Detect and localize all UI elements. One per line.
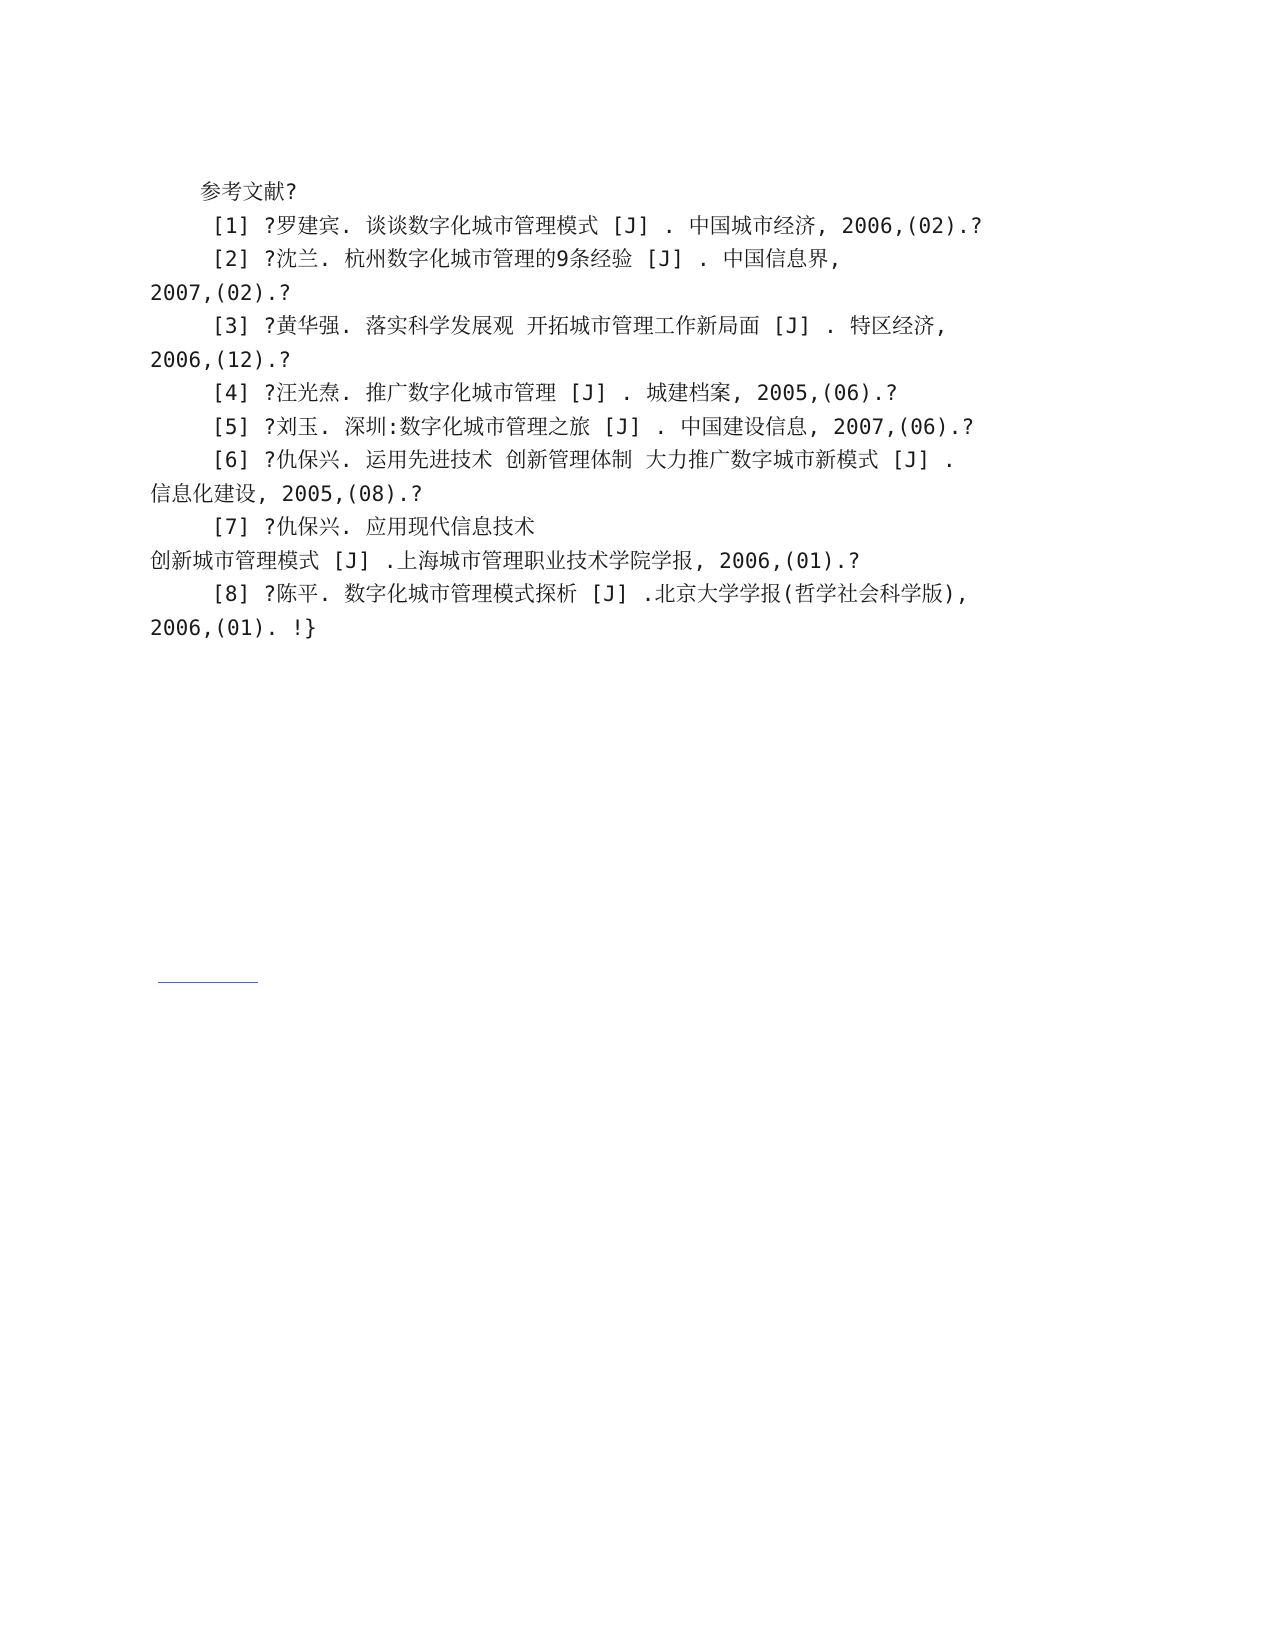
reference-item-2	[150, 243, 1110, 310]
reference-text: [5] ?刘玉. 深圳:数字化城市管理之旅 [J] . 中国建设信息, 2007,(06).?	[212, 414, 975, 439]
references-heading: 参考文献?	[200, 180, 298, 204]
references-section	[150, 176, 1110, 645]
reference-text: [6] ?仇保兴. 运用先进技术 创新管理体制 大力推广数字城市新模式 [J] .	[212, 448, 956, 472]
reference-text-continued: 2006,(12).?	[150, 347, 292, 372]
reference-text: [4] ?汪光焘. 推广数字化城市管理 [J] . 城建档案, 2005,(06).?	[212, 381, 898, 405]
reference-item-6	[150, 444, 1110, 511]
reference-item-5	[150, 411, 1110, 445]
reference-item-8	[150, 578, 1110, 645]
reference-text: [1] ?罗建宾. 谈谈数字化城市管理模式 [J] . 中国城市经济, 2006,(02).?	[212, 213, 983, 238]
reference-item-3	[150, 310, 1110, 377]
reference-text-continued: 信息化建设, 2005,(08).?	[150, 481, 423, 506]
reference-text-continued: 2007,(02).?	[150, 280, 292, 305]
reference-item-4	[150, 377, 1110, 411]
reference-text-continued: 创新城市管理模式 [J] .上海城市管理职业技术学院学报, 2006,(01).?	[150, 548, 861, 573]
reference-text: [8] ?陈平. 数字化城市管理模式探析 [J] .北京大学学报(哲学社会科学版),	[212, 582, 969, 606]
reference-text: [2] ?沈兰. 杭州数字化城市管理的9条经验 [J] . 中国信息界,	[212, 247, 842, 271]
reference-text: [7] ?仇保兴. 应用现代信息技术	[212, 515, 536, 539]
reference-text-continued: 2006,(01). !}	[150, 615, 317, 640]
reference-item-1	[150, 210, 1110, 244]
reference-item-7	[150, 511, 1110, 578]
footnote-separator-line	[158, 982, 258, 983]
reference-text: [3] ?黄华强. 落实科学发展观 开拓城市管理工作新局面 [J] . 特区经济,	[212, 314, 948, 338]
